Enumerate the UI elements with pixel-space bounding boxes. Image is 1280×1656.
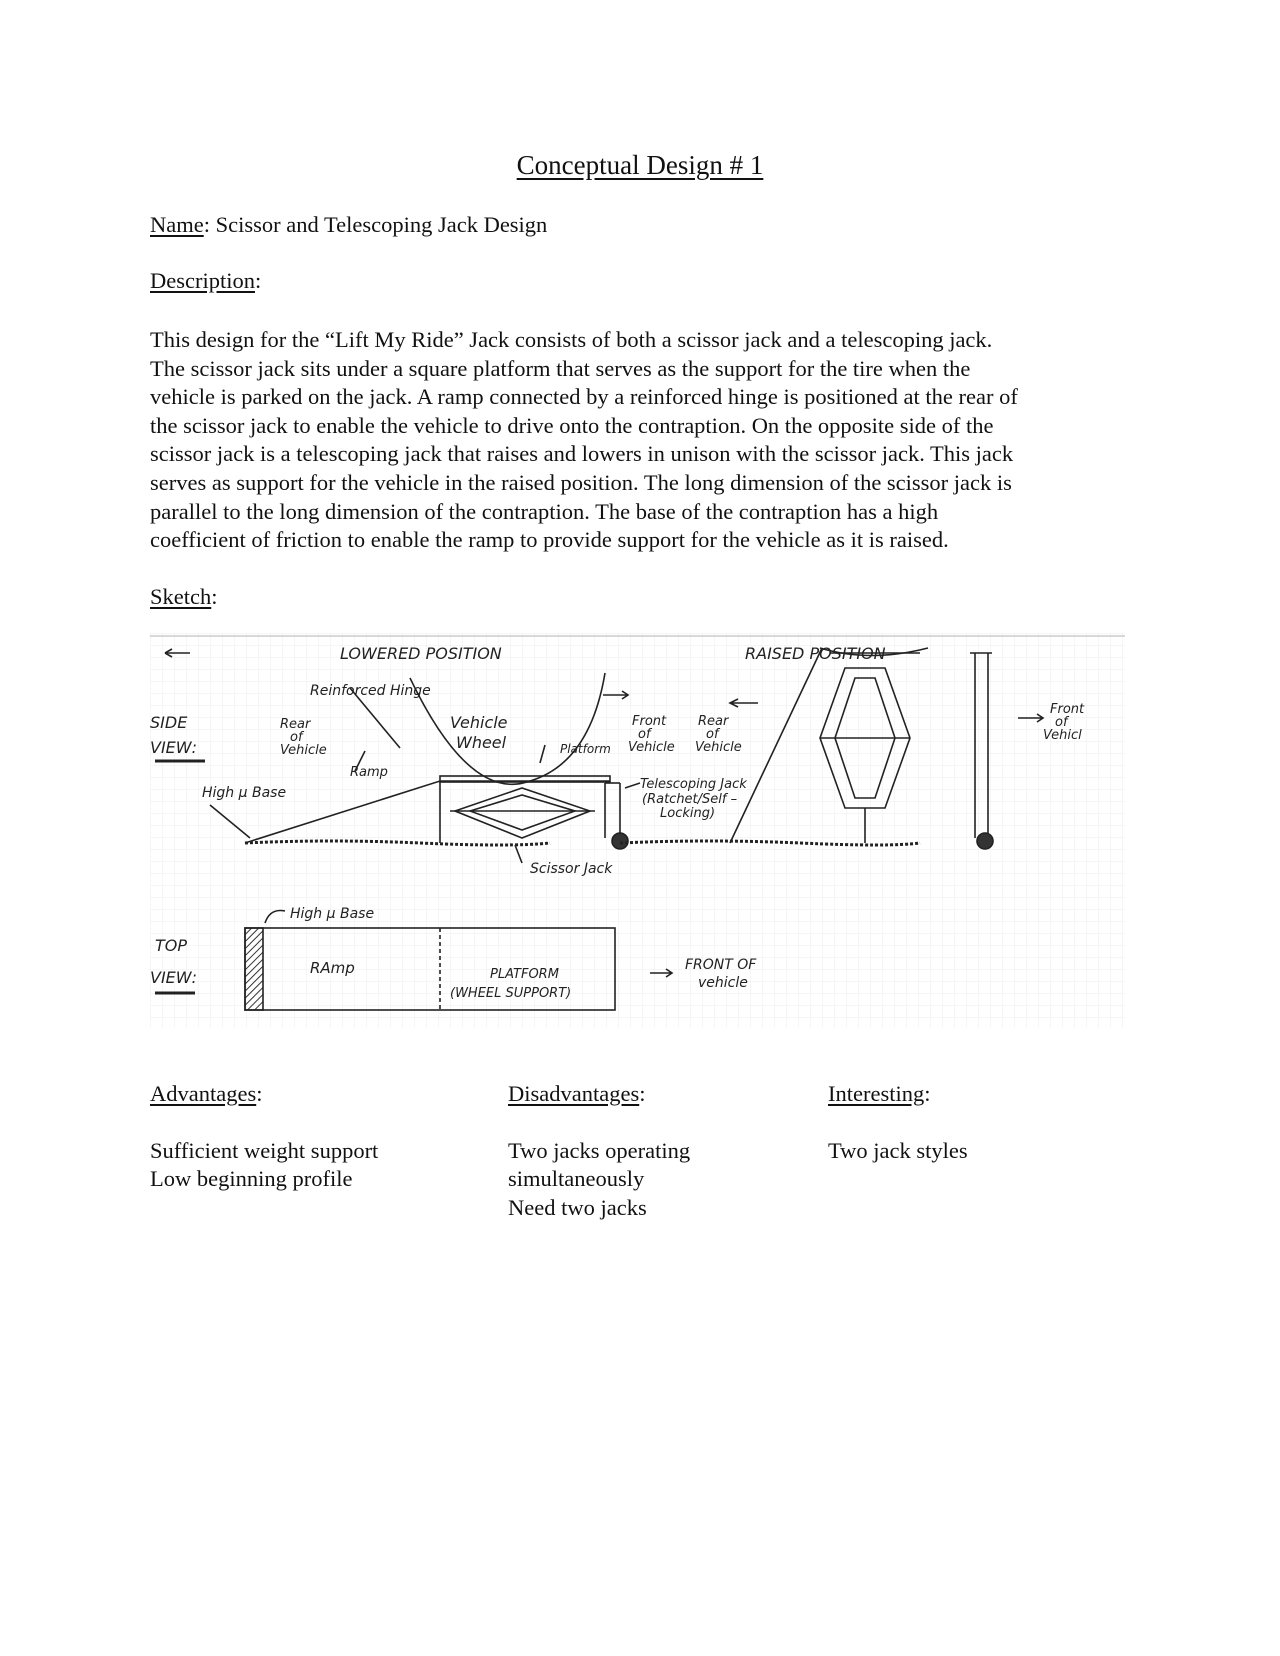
disadvantage-item: Need two jacks bbox=[508, 1194, 647, 1220]
advantages-column bbox=[150, 1080, 378, 1194]
disadvantage-item: Two jacks operating bbox=[508, 1137, 691, 1163]
rear-of-vehicle-label-2: of bbox=[290, 730, 303, 745]
rear-of-vehicle-label-1: Rear bbox=[280, 717, 311, 732]
raised-rear-label-3: Vehicle bbox=[695, 740, 742, 755]
description-line: scissor jack is a telescoping jack that raises and lowers in unison with the scissor jack. This jack bbox=[150, 441, 1014, 467]
top-platform-label-2: (WHEEL SUPPORT) bbox=[450, 986, 572, 1001]
high-mu-base-label: High μ Base bbox=[202, 785, 287, 801]
disadvantages-heading: Disadvantages: bbox=[508, 1081, 646, 1106]
name-value: : Scissor and Telescoping Jack Design bbox=[203, 212, 548, 237]
side-view-label-1: SIDE bbox=[150, 713, 188, 732]
disadvantage-item: simultaneously bbox=[508, 1166, 645, 1192]
vehicle-wheel-label-2: Wheel bbox=[456, 733, 507, 752]
description-paragraph bbox=[150, 326, 1150, 555]
description-label: Description bbox=[150, 268, 255, 293]
raised-front-label-2: of bbox=[1055, 715, 1068, 730]
raised-position-label: RAISED POSITION bbox=[745, 644, 886, 663]
interesting-heading: Interesting: bbox=[828, 1081, 931, 1106]
front-of-vehicle-label-2: of bbox=[638, 727, 651, 742]
description-line: the scissor jack to enable the vehicle to drive onto the contraption. On the opposite side of the bbox=[150, 412, 994, 438]
sketch-label: Sketch bbox=[150, 584, 212, 609]
page-title: Conceptual Design # 1 bbox=[516, 150, 764, 180]
front-of-vehicle-label-3: Vehicle bbox=[628, 740, 675, 755]
telescoping-jack-label-3: Locking) bbox=[660, 806, 716, 821]
sketch-drawing bbox=[150, 633, 1125, 1028]
lowered-position-label: LOWERED POSITION bbox=[340, 644, 502, 663]
description-heading: Description: bbox=[150, 268, 262, 293]
description-line: coefficient of friction to enable the ramp to provide support for the vehicle as it is raised. bbox=[150, 527, 949, 553]
description-line: The scissor jack sits under a square platform that serves as the support for the tire when the bbox=[150, 355, 971, 381]
top-front-of-vehicle-label-1: FRONT OF bbox=[685, 957, 757, 973]
reinforced-hinge-label: Reinforced Hinge bbox=[310, 683, 431, 699]
interesting-column bbox=[828, 1080, 968, 1165]
top-ramp-label: RAmp bbox=[310, 959, 355, 977]
ramp-label: Ramp bbox=[350, 765, 388, 780]
top-high-mu-base-label: High μ Base bbox=[290, 906, 375, 922]
description-line: parallel to the long dimension of the contraption. The base of the contraption has a high bbox=[150, 498, 939, 524]
top-front-of-vehicle-label-2: vehicle bbox=[698, 975, 748, 991]
telescoping-jack-label-2: (Ratchet/Self – bbox=[642, 792, 738, 807]
vehicle-wheel-label-1: Vehicle bbox=[450, 713, 508, 732]
side-view-label-2: VIEW: bbox=[150, 738, 197, 757]
advantages-heading: Advantages: bbox=[150, 1081, 263, 1106]
telescoping-jack-label-1: Telescoping Jack bbox=[640, 777, 747, 792]
name-line bbox=[150, 212, 547, 238]
interesting-item: Two jack styles bbox=[828, 1137, 968, 1163]
jack-wheel bbox=[612, 833, 628, 849]
raised-rear-label-2: of bbox=[706, 727, 719, 742]
disadvantages-column bbox=[508, 1080, 690, 1222]
description-line: vehicle is parked on the jack. A ramp connected by a reinforced hinge is positioned at the rear of bbox=[150, 384, 1018, 410]
name-label: Name bbox=[150, 212, 204, 237]
platform-label: Platform bbox=[560, 742, 611, 756]
raised-front-label-1: Front bbox=[1050, 702, 1085, 717]
top-view-label-1: TOP bbox=[155, 936, 188, 955]
raised-front-label-3: Vehicl bbox=[1043, 728, 1082, 743]
graph-paper-grid bbox=[150, 633, 1125, 1028]
raised-rear-label-1: Rear bbox=[698, 714, 729, 729]
scissor-jack-label: Scissor Jack bbox=[530, 861, 613, 877]
top-platform-label-1: PLATFORM bbox=[490, 967, 559, 982]
sketch-heading: Sketch: bbox=[150, 584, 218, 609]
description-line: This design for the “Lift My Ride” Jack consists of both a scissor jack and a telescoping jack. bbox=[150, 327, 993, 352]
top-view-label-2: VIEW: bbox=[150, 968, 197, 987]
advantage-item: Low beginning profile bbox=[150, 1166, 353, 1192]
rear-of-vehicle-label-3: Vehicle bbox=[280, 743, 327, 758]
front-of-vehicle-label-1: Front bbox=[632, 714, 667, 729]
high-mu-base-hatch bbox=[245, 928, 263, 1010]
description-line: serves as support for the vehicle in the raised position. The long dimension of the scissor jack is bbox=[150, 469, 1012, 495]
advantage-item: Sufficient weight support bbox=[150, 1137, 379, 1163]
